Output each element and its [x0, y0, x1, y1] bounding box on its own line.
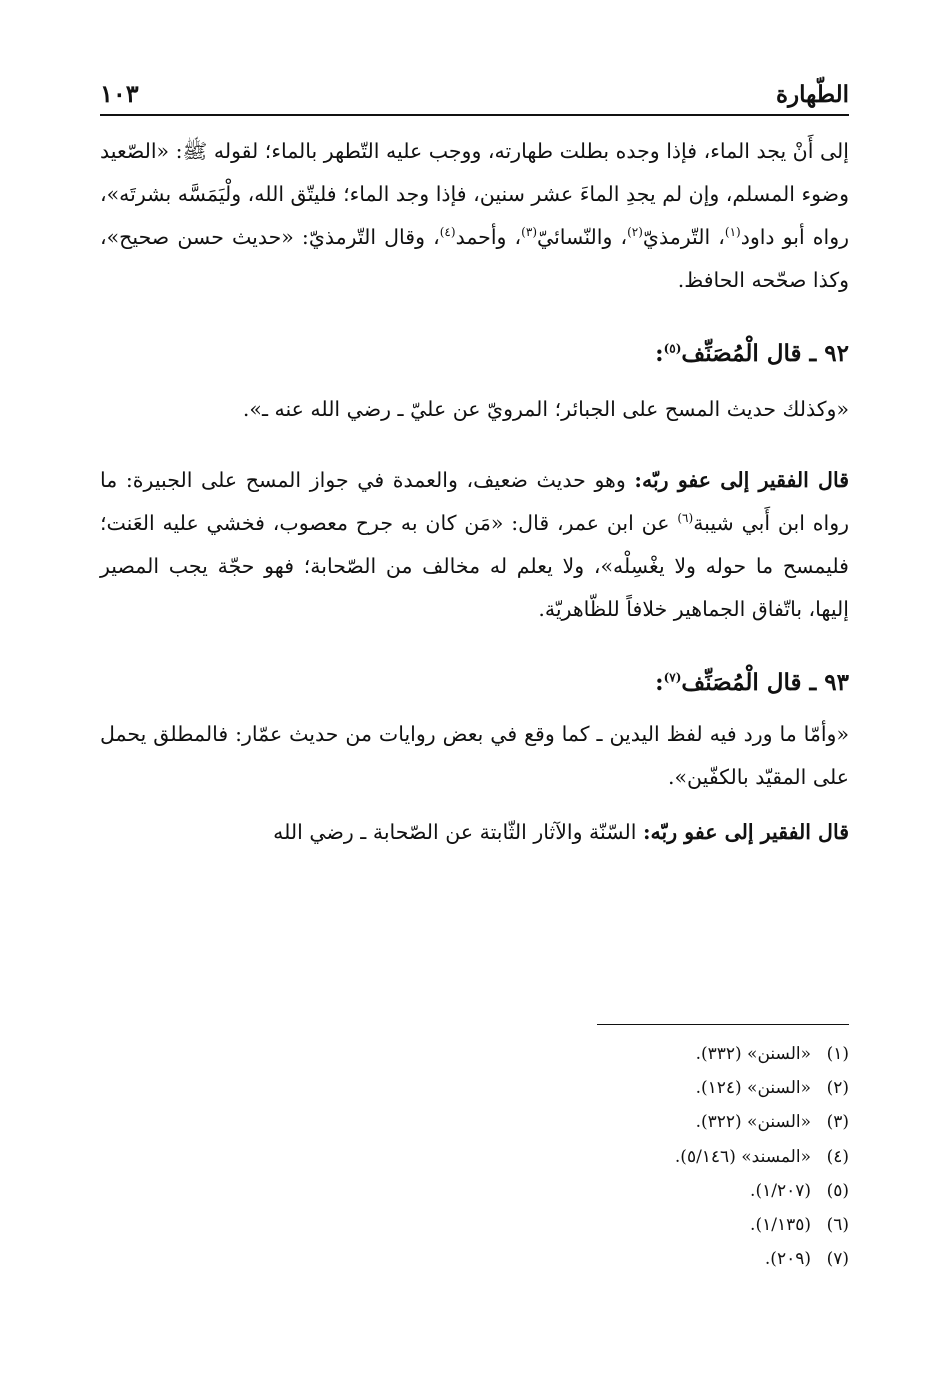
footnote-item	[449, 1071, 849, 1105]
footnote-number: (٦)	[826, 1215, 849, 1236]
footnote-item	[449, 1037, 849, 1071]
footnote-item	[449, 1174, 849, 1208]
footnote-number: (٧)	[826, 1249, 849, 1270]
footnote-ref-1[interactable]: (١)	[724, 225, 741, 240]
footnote-ref-6[interactable]: (٦)	[677, 511, 694, 526]
footnote-item	[449, 1208, 849, 1242]
footnote-text: «السنن» (١٢٤).	[695, 1078, 811, 1099]
footnote-text: (١/٢٠٧).	[750, 1180, 811, 1201]
page-number: ١٠٣	[100, 79, 139, 108]
footnote-ref-7[interactable]: (٧)	[663, 670, 682, 685]
footnote-ref-4[interactable]: (٤)	[439, 225, 456, 240]
heading-text: ٩٣ ـ قال الْمُصَنِّف	[681, 669, 849, 696]
commentary-text: عن ابن عمر، قال: «مَن كان به جرح معصوب، فخشي عليه العَنت؛ فليمسح ما حوله ولا يغْسِلْه»، ولا يعلم له مخالف من الصّحابة؛ فهو حجّة يجب المصير إليها، باتّفاق الجماهير خلافاً للظّاهريّة.	[100, 511, 849, 621]
footnote-item	[449, 1242, 849, 1276]
commentary-text: وهو حديث ضعيف، والعمدة في جواز المسح على الجبيرة: ما رواه ابن أَبي شيبة	[100, 468, 849, 535]
commentary-92	[100, 459, 849, 631]
heading-colon: :	[655, 340, 664, 367]
heading-text: ٩٢ ـ قال الْمُصَنِّف	[681, 340, 849, 367]
commentary-93	[100, 811, 849, 854]
footnote-number: (١)	[826, 1044, 849, 1064]
footnote-text: (١/١٣٥).	[750, 1215, 811, 1236]
footnote-text: «المسند» (٥/١٤٦).	[674, 1146, 811, 1167]
footnote-text: «السنن» (٣٢٢).	[695, 1112, 811, 1133]
paragraph-text: إلى أَنْ يجد الماء، فإذا وجده بطلت طهارته، ووجب عليه التّطهر بالماء؛ لقوله ﷺ: «الصّعيد وضوء المسلم، وإن لم يجدِ الماءَ عشر سنين، فإذا وجد الماء؛ فليتّق الله، ولْيَمَسَّه بشرتَه»، رواه أبو داود	[100, 139, 850, 249]
paragraph-text: ، والنّسائيّ	[537, 225, 628, 249]
commentary-lead: قال الفقير إلى عفو ربّه:	[634, 468, 850, 492]
commentary-text: السّنّة والآثار الثّابتة عن الصّحابة ـ رضي الله	[273, 820, 643, 844]
heading-colon: :	[655, 669, 664, 696]
footnote-item	[449, 1105, 849, 1139]
footnote-item	[449, 1140, 849, 1174]
paragraph-hadith-tayammum	[100, 130, 849, 302]
page-header	[100, 68, 849, 116]
footnote-ref-2[interactable]: (٢)	[627, 225, 643, 240]
footnote-ref-3[interactable]: (٣)	[521, 225, 537, 240]
footnote-text: «السنن» (٣٣٢).	[695, 1044, 811, 1064]
footnotes-list	[449, 1037, 849, 1276]
page-body	[100, 130, 849, 854]
footnote-number: (٣)	[826, 1112, 849, 1133]
footnote-ref-5[interactable]: (٥)	[663, 341, 682, 356]
footnote-number: (٥)	[826, 1180, 849, 1201]
author-quote-92: «وكذلك حديث المسح على الجبائر؛ المرويّ عن عليّ ـ رضي الله عنه ـ».	[242, 397, 849, 421]
author-quote-93: «وأمّا ما ورد فيه لفظ اليدين ـ كما وقع في بعض روايات من حديث عمّار: فالمطلق يحمل على المقيّد بالكفّين».	[100, 722, 849, 789]
paragraph-text: ، وقال التّرمذيّ: «حديث حسن صحيح»، وكذا صحّحه الحافظ.	[100, 225, 849, 292]
footnote-number: (٢)	[826, 1078, 849, 1099]
section-heading-93	[100, 661, 849, 705]
paragraph-text: ، التّرمذيّ	[642, 225, 725, 249]
footnote-text: (٢٠٩).	[764, 1249, 811, 1270]
chapter-title: الطّهارة	[775, 81, 849, 108]
footnote-number: (٤)	[826, 1146, 849, 1167]
footnote-divider	[597, 1024, 849, 1025]
paragraph-text: ، وأحمد	[455, 225, 522, 249]
commentary-lead: قال الفقير إلى عفو ربّه:	[642, 820, 849, 844]
section-heading-92	[100, 332, 849, 376]
